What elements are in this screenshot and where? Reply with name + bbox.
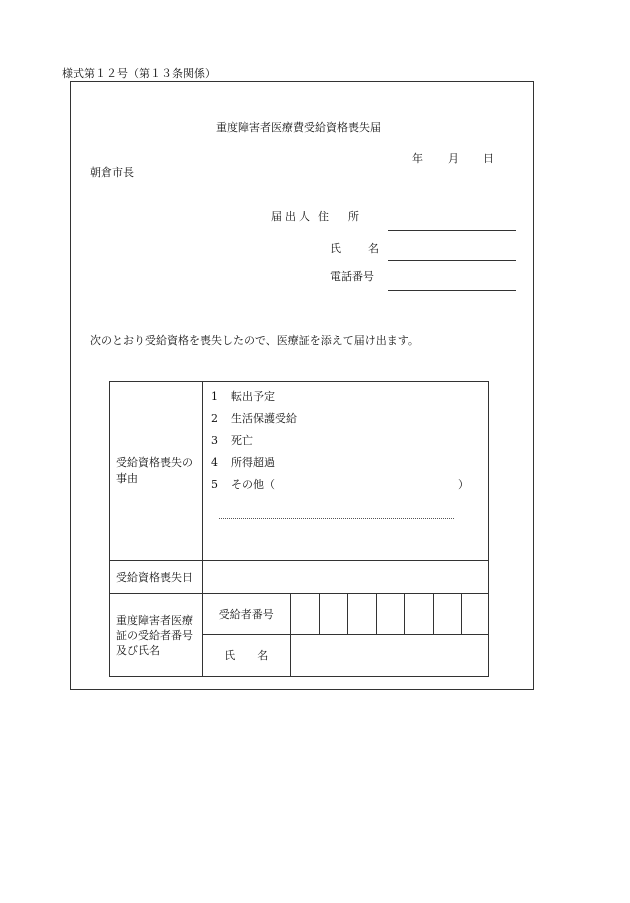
recipient-no-digit-box[interactable] bbox=[290, 594, 319, 634]
loss-date-input-cell[interactable] bbox=[203, 561, 489, 594]
recipient-no-label: 受給者番号 bbox=[218, 607, 274, 621]
body-text: 次のとおり受給資格を喪失したので、医療証を添えて届け出ます。 bbox=[90, 334, 419, 347]
reason-label-cell bbox=[110, 382, 203, 561]
name-label: 氏 名 bbox=[330, 242, 387, 255]
name-field-line[interactable] bbox=[388, 260, 516, 261]
form-title: 重度障害者医療費受給資格喪失届 bbox=[216, 121, 381, 134]
phone-label: 電話番号 bbox=[330, 270, 374, 283]
other-reason-dotted-line[interactable] bbox=[219, 518, 454, 519]
loss-details-table bbox=[109, 381, 489, 677]
cert-detail-cell bbox=[203, 594, 489, 677]
reason-option-3[interactable]: 3 死亡 bbox=[211, 434, 253, 447]
recipient-no-digit-box[interactable] bbox=[433, 594, 461, 634]
cert-inner-table bbox=[203, 594, 488, 676]
recipient-name-label-cell bbox=[203, 634, 290, 676]
reason-option-5[interactable]: 5 その他（ ） bbox=[203, 474, 488, 496]
date-day: 日 bbox=[483, 152, 494, 165]
cert-label-cell bbox=[110, 594, 203, 677]
recipient-no-digit-box[interactable] bbox=[461, 594, 488, 634]
recipient-name-input-cell[interactable] bbox=[290, 634, 488, 676]
cert-label-line1: 重度障害者医療 bbox=[116, 613, 193, 627]
cert-label-line2: 証の受給者番号 bbox=[116, 628, 193, 642]
loss-date-label: 受給資格喪失日 bbox=[116, 571, 193, 584]
reason-list bbox=[203, 386, 488, 496]
applicant-label: 届出人 bbox=[271, 210, 313, 223]
reason-label-line2: 事由 bbox=[116, 472, 138, 485]
reason-options-cell bbox=[203, 382, 489, 561]
date-month: 月 bbox=[448, 152, 459, 165]
recipient-no-digit-box[interactable] bbox=[319, 594, 347, 634]
loss-date-label-cell bbox=[110, 561, 203, 594]
reason-option-2[interactable]: 2 生活保護受給 bbox=[211, 412, 297, 425]
form-number: 様式第１２号（第１３条関係） bbox=[62, 67, 216, 80]
other-close-paren: ） bbox=[458, 478, 469, 491]
recipient-no-digit-box[interactable] bbox=[347, 594, 376, 634]
addressee: 朝倉市長 bbox=[90, 166, 134, 179]
recipient-name-label: 氏 名 bbox=[224, 649, 269, 663]
date-year: 年 bbox=[412, 152, 423, 165]
address-field-line[interactable] bbox=[388, 230, 516, 231]
recipient-no-digit-box[interactable] bbox=[404, 594, 433, 634]
reason-option-4[interactable]: 4 所得超過 bbox=[211, 456, 275, 469]
cert-label-line3: 及び氏名 bbox=[116, 643, 160, 657]
address-label: 住 所 bbox=[318, 210, 363, 223]
phone-field-line[interactable] bbox=[388, 290, 516, 291]
reason-option-1[interactable]: 1 転出予定 bbox=[211, 390, 275, 403]
recipient-no-digit-box[interactable] bbox=[376, 594, 404, 634]
recipient-no-label-cell bbox=[203, 594, 290, 634]
reason-label-line1: 受給資格喪失の bbox=[116, 456, 193, 469]
